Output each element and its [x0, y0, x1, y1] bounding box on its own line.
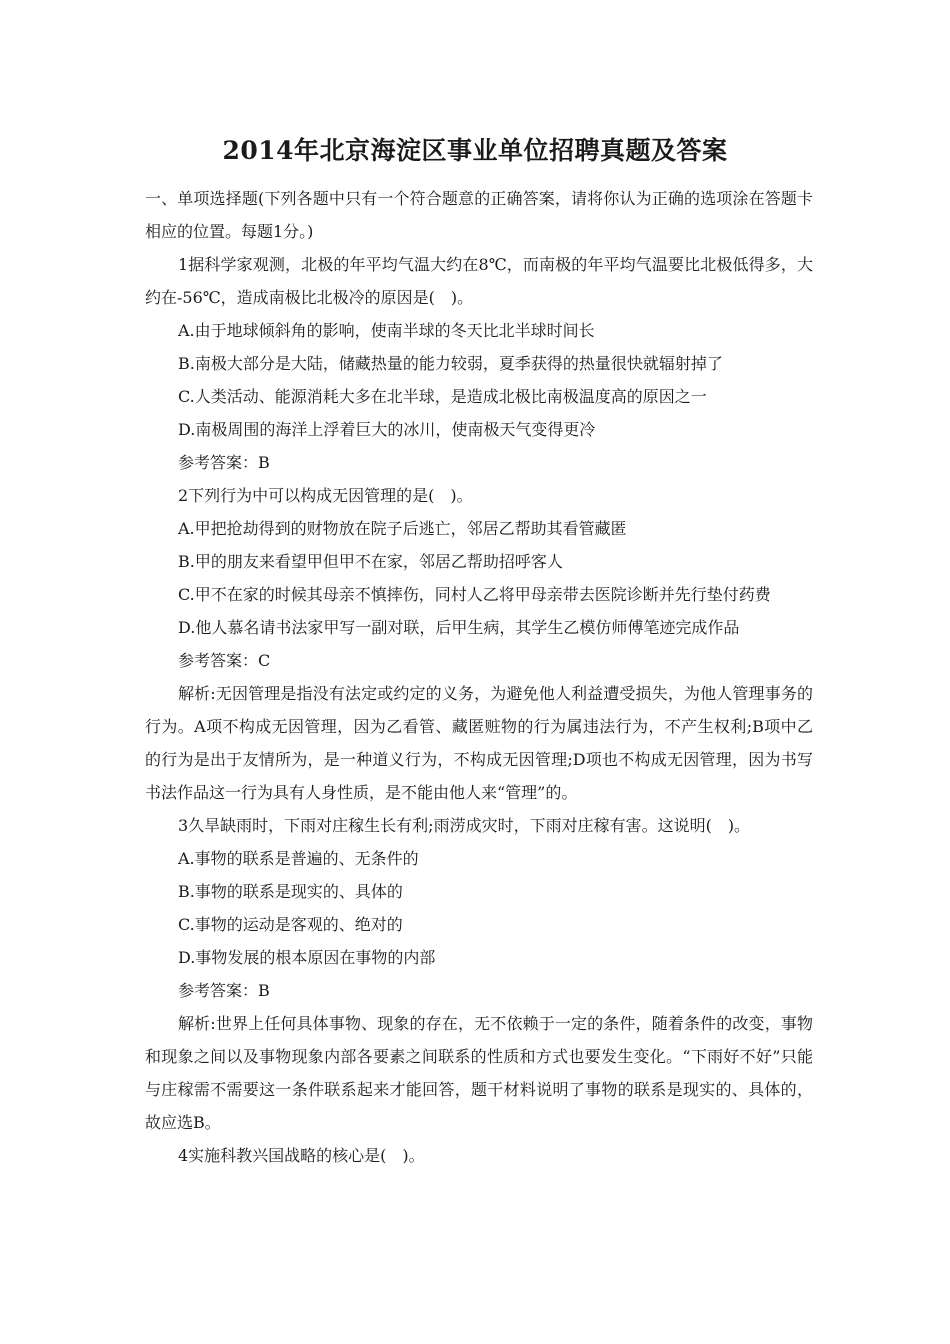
- question-option: D.南极周围的海洋上浮着巨大的冰川，使南极天气变得更冷: [178, 420, 596, 439]
- answer-analysis: 解析:无因管理是指没有法定或约定的义务，为避免他人利益遭受损失，为他人管理事务的行为。A项不构成无因管理，因为乙看管、藏匿赃物的行为属违法行为，不产生权利;B项中乙的行为是出于友情所为，是一种道义行为，不构成无因管理;D项也不构成无因管理，因为书写书法作品这一行为具有人身性质，是不能由他人来“管理”的。: [145, 684, 813, 802]
- document-body: [145, 182, 813, 1172]
- question-option: A.甲把抢劫得到的财物放在院子后逃亡，邻居乙帮助其看管藏匿: [178, 519, 627, 538]
- question-stem: 3久旱缺雨时，下雨对庄稼生长有利;雨涝成灾时，下雨对庄稼有害。这说明( )。: [178, 816, 751, 835]
- section-heading: 一、单项选择题(下列各题中只有一个符合题意的正确答案，请将你认为正确的选项涂在答题卡相应的位置。每题1分。): [145, 189, 813, 241]
- reference-answer: 参考答案：C: [178, 651, 271, 670]
- question-option: A.由于地球倾斜角的影响，使南半球的冬天比北半球时间长: [178, 321, 595, 340]
- document-title: 2014年北京海淀区事业单位招聘真题及答案: [222, 136, 728, 165]
- question-option: B.事物的联系是现实的、具体的: [178, 882, 403, 901]
- question-option: D.他人慕名请书法家甲写一副对联，后甲生病，其学生乙模仿师傅笔迹完成作品: [178, 618, 740, 637]
- reference-answer: 参考答案：B: [178, 453, 270, 472]
- question-option: C.人类活动、能源消耗大多在北半球，是造成北极比南极温度高的原因之一: [178, 387, 707, 406]
- question-option: D.事物发展的根本原因在事物的内部: [178, 948, 436, 967]
- answer-analysis: 解析:世界上任何具体事物、现象的存在，无不依赖于一定的条件，随着条件的改变，事物和现象之间以及事物现象内部各要素之间联系的性质和方式也要发生变化。“下雨好不好”只能与庄稼需不需要这一条件联系起来才能回答，题干材料说明了事物的联系是现实的、具体的，故应选B。: [145, 1014, 813, 1132]
- question-option: A.事物的联系是普遍的、无条件的: [178, 849, 419, 868]
- question-stem: 4实施科教兴国战略的核心是( )。: [178, 1146, 425, 1165]
- question-option: B.甲的朋友来看望甲但甲不在家，邻居乙帮助招呼客人: [178, 552, 563, 571]
- question-stem: 2下列行为中可以构成无因管理的是( )。: [178, 486, 473, 505]
- question-option: C.事物的运动是客观的、绝对的: [178, 915, 403, 934]
- question-stem: 1据科学家观测，北极的年平均气温大约在8℃，而南极的年平均气温要比北极低得多，大约在-56℃，造成南极比北极冷的原因是( )。: [145, 255, 813, 307]
- question-option: C.甲不在家的时候其母亲不慎摔伤，同村人乙将甲母亲带去医院诊断并先行垫付药费: [178, 585, 771, 604]
- reference-answer: 参考答案：B: [178, 981, 270, 1000]
- question-option: B.南极大部分是大陆，储藏热量的能力较弱，夏季获得的热量很快就辐射掉了: [178, 354, 723, 373]
